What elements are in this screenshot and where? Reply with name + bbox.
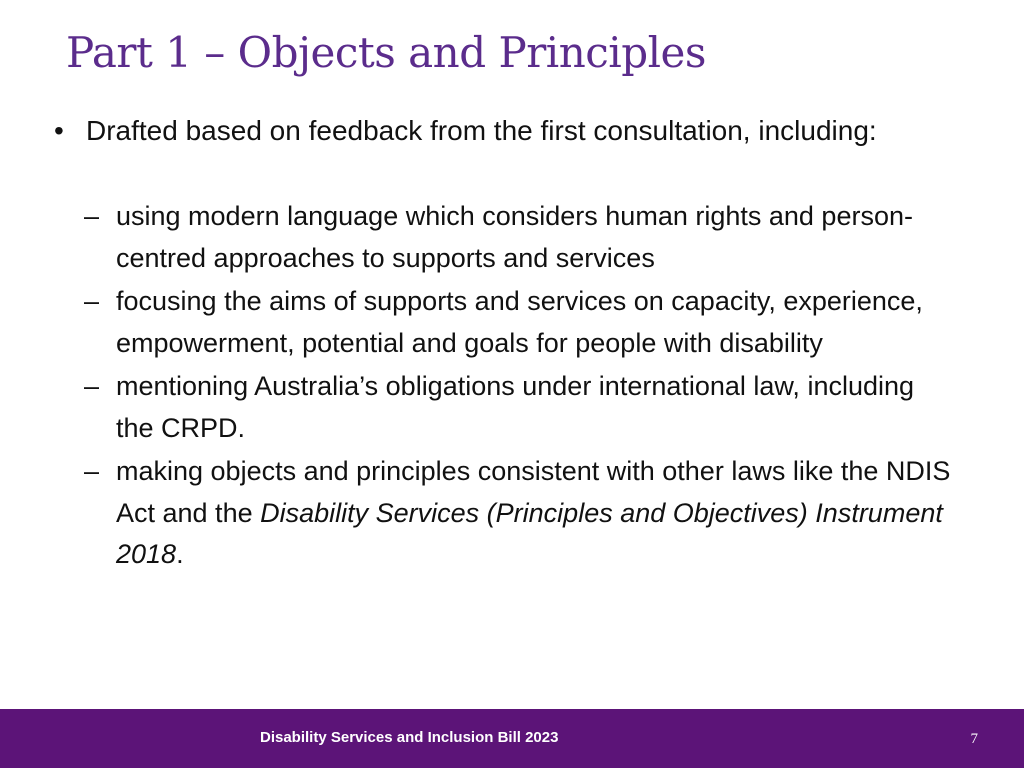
sub-bullet-text: mentioning Australia’s obligations under international law, including the CRPD. [116,371,915,443]
dash-marker: – [84,456,100,486]
bullet-marker: • [54,115,64,146]
dash-marker: – [84,201,100,231]
sub-bullet-text [116,451,951,576]
page-number: 7 [970,731,978,747]
footer-label: Disability Services and Inclusion Bill 2023 [260,729,559,746]
dash-marker: – [84,371,100,401]
dash-marker: – [84,286,100,316]
sub-bullet-item [54,281,984,364]
footer-bar [0,709,1024,768]
sub-bullet-list [54,196,984,576]
sub-bullet-item [54,196,984,279]
sub-bullet-item [54,366,984,449]
sub-bullet-item [54,451,984,576]
bullet-text: Drafted based on feedback from the first consultation, including: [86,115,877,146]
sub-bullet-text-start: making objects and principles consistent with other laws like the NDIS Act and the [116,456,951,528]
slide-body [54,110,984,578]
sub-bullet-text-end: . [176,539,184,569]
sub-bullet-text: using modern language which considers human rights and person-centred approaches to supports and services [116,201,913,273]
instrument-title-italic: Disability Services (Principles and Objectives) Instrument 2018 [116,497,943,569]
sub-bullet-text: focusing the aims of supports and services on capacity, experience, empowerment, potential and goals for people with disability [116,286,923,358]
main-bullet [54,110,984,152]
slide-title: Part 1 – Objects and Principles [66,28,706,77]
